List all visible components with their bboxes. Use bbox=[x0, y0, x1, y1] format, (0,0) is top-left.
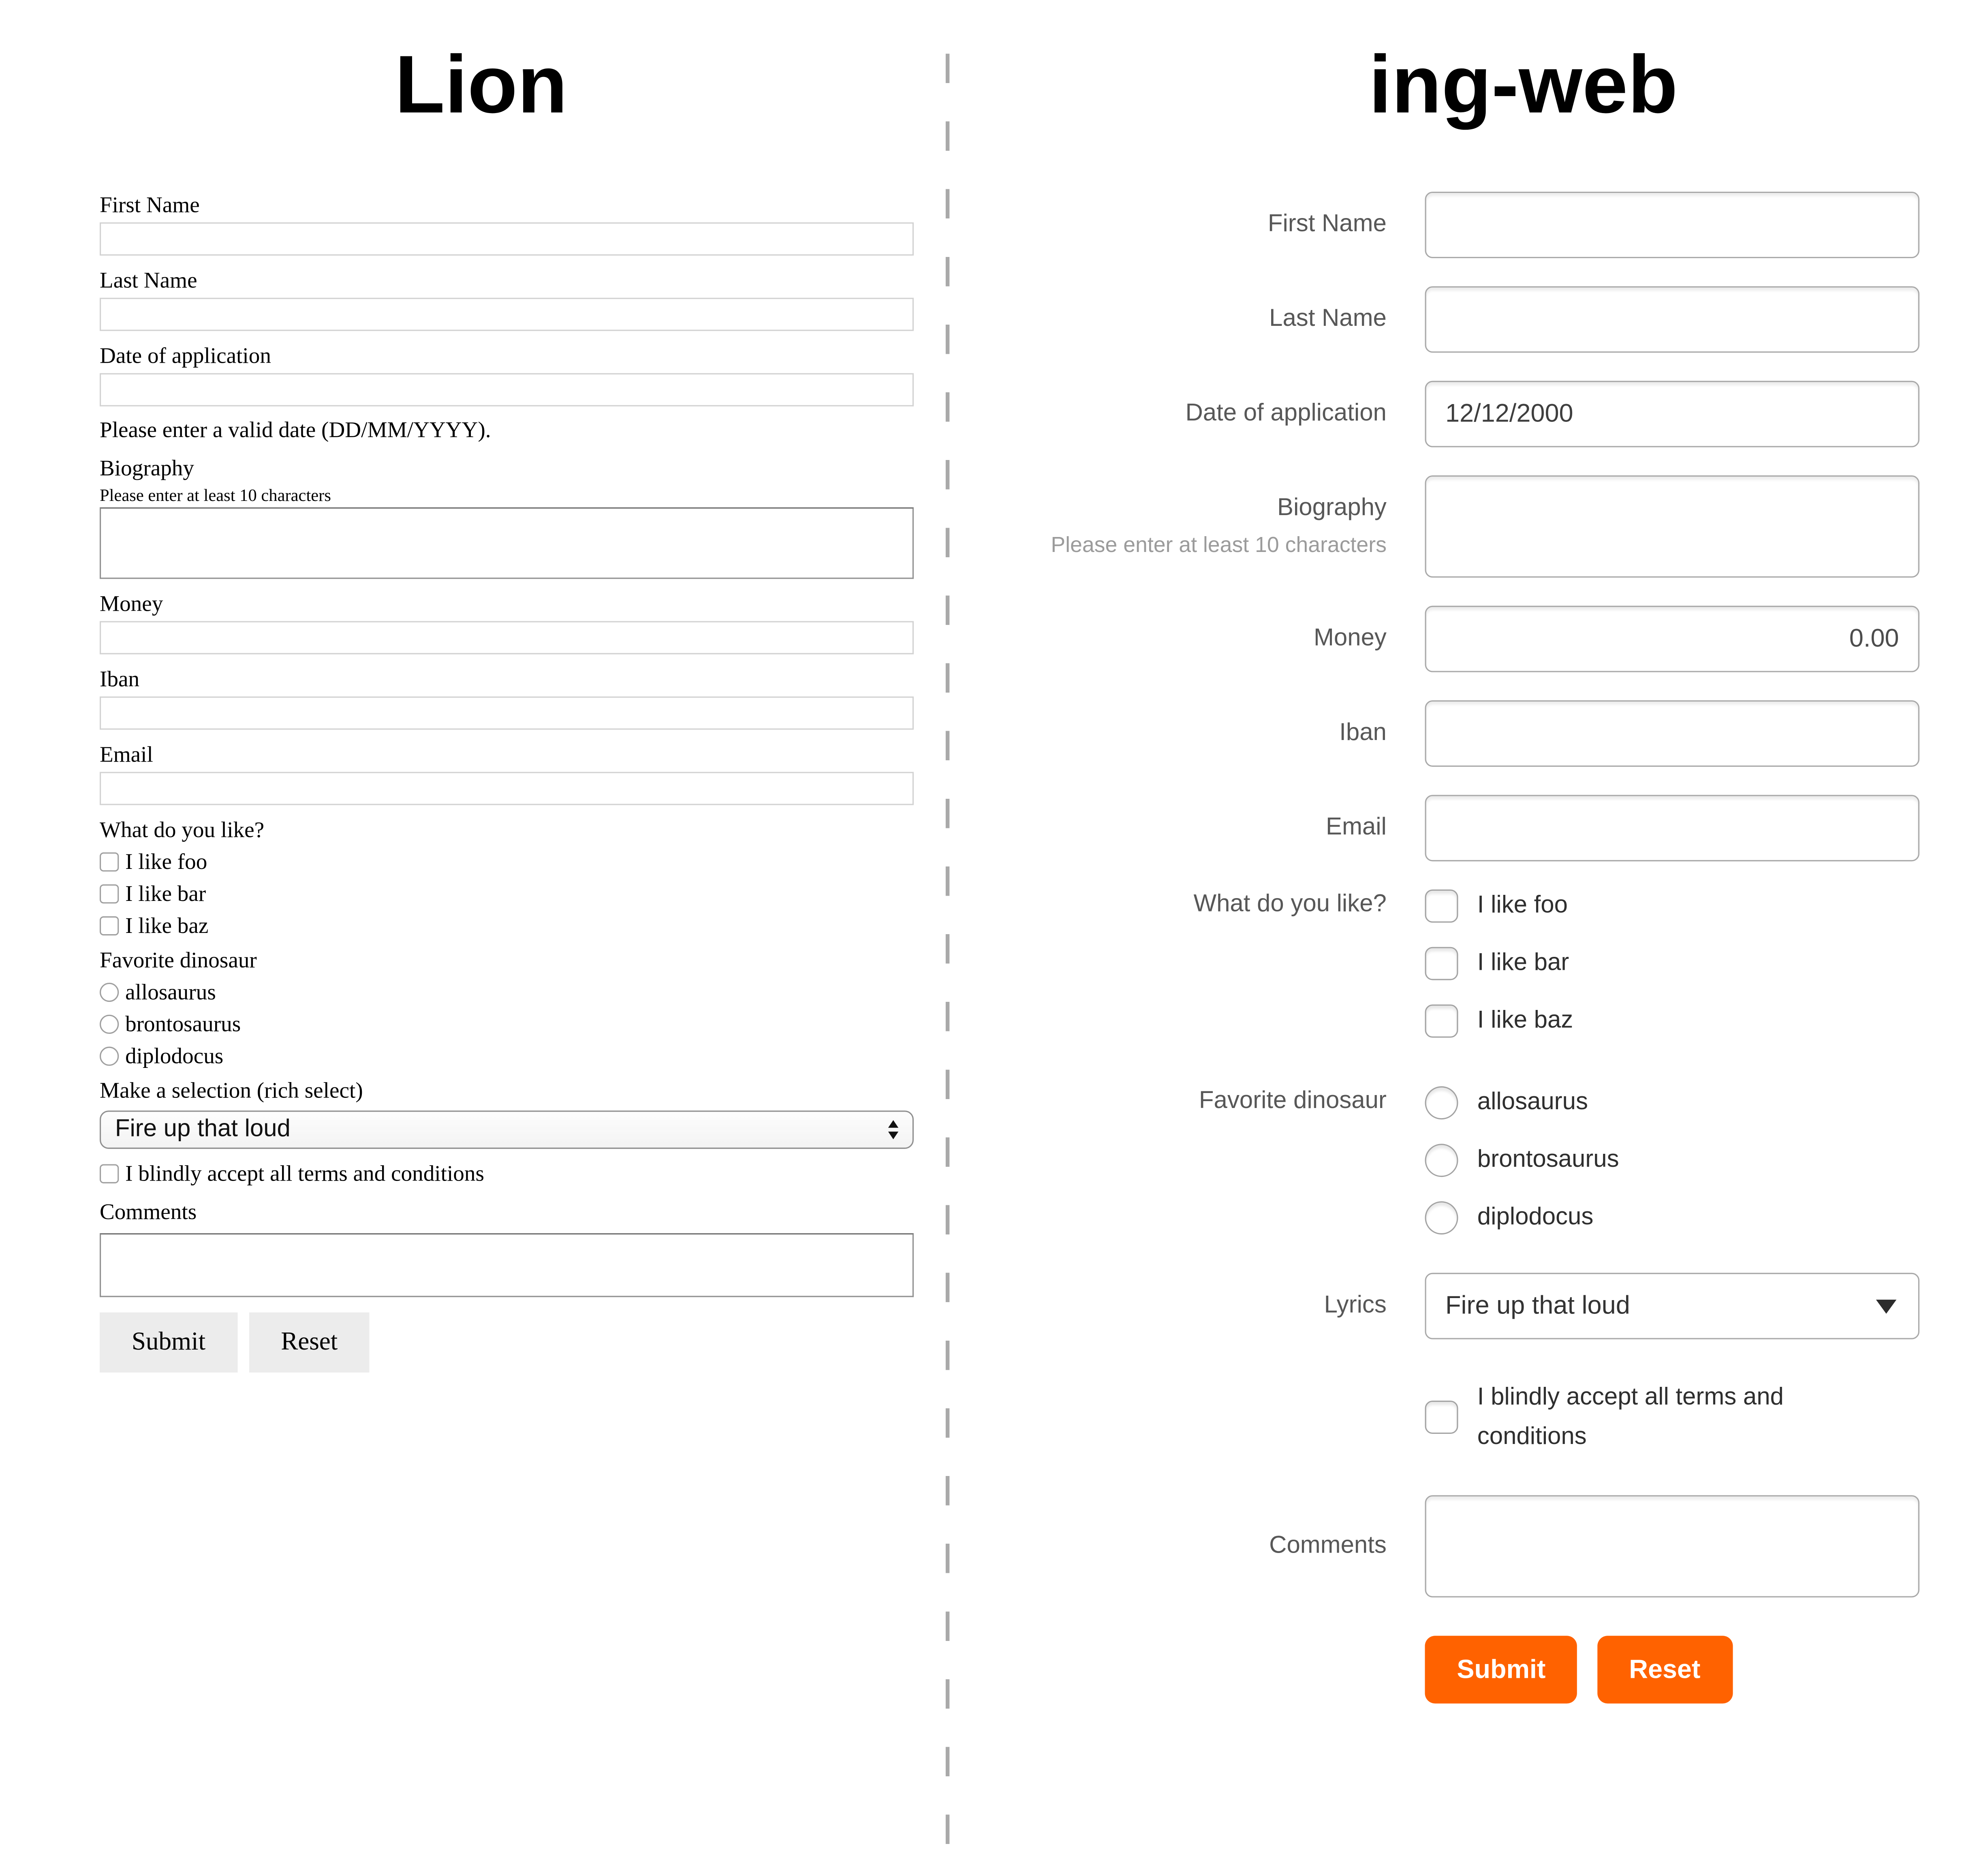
biography-helper-text: Please enter at least 10 characters bbox=[1051, 533, 1387, 557]
submit-button[interactable]: Submit bbox=[1425, 1636, 1577, 1703]
dropdown-arrow-icon bbox=[1876, 1300, 1896, 1314]
terms-label: I blindly accept all terms and conditions bbox=[1477, 1384, 1784, 1450]
button-row bbox=[962, 1636, 1934, 1703]
terms-label: I blindly accept all terms and conditions bbox=[125, 1160, 484, 1186]
form-row bbox=[962, 192, 1934, 258]
panel-divider bbox=[946, 53, 949, 1845]
form-row bbox=[962, 1495, 1934, 1597]
button-row bbox=[100, 1312, 914, 1372]
email-label: Email bbox=[1326, 814, 1387, 841]
brontosaurus-label: brontosaurus bbox=[1477, 1146, 1619, 1173]
email-label: Email bbox=[99, 741, 153, 767]
like-bar-checkbox[interactable] bbox=[1425, 947, 1458, 980]
allosaurus-label: allosaurus bbox=[1477, 1089, 1588, 1116]
comments-label: Comments bbox=[1269, 1532, 1387, 1559]
allosaurus-radio[interactable] bbox=[100, 983, 119, 1002]
like-baz-label: I like baz bbox=[1477, 1007, 1573, 1034]
like-baz-checkbox[interactable] bbox=[1425, 1004, 1458, 1037]
like-foo-label: I like foo bbox=[1477, 892, 1568, 919]
last-name-input[interactable] bbox=[1425, 286, 1919, 353]
biography-textarea[interactable] bbox=[100, 507, 914, 579]
terms-row bbox=[1425, 1378, 1919, 1457]
like-bar-label: I like bar bbox=[1477, 949, 1569, 977]
form-row bbox=[962, 1273, 1934, 1339]
money-label: Money bbox=[99, 590, 163, 616]
checkbox-row bbox=[100, 912, 914, 939]
form-row bbox=[962, 286, 1934, 353]
radio-row bbox=[1425, 1201, 1919, 1234]
first-name-label: First Name bbox=[1267, 211, 1387, 238]
lion-panel-title: Lion bbox=[395, 38, 568, 130]
iban-label: Iban bbox=[1339, 719, 1387, 747]
iban-input[interactable] bbox=[1425, 700, 1919, 767]
ing-web-form bbox=[962, 192, 1934, 1732]
submit-button[interactable]: Submit bbox=[100, 1312, 237, 1372]
brontosaurus-label: brontosaurus bbox=[125, 1011, 241, 1037]
terms-row bbox=[100, 1160, 914, 1187]
lyrics-select-value: Fire up that loud bbox=[1445, 1291, 1630, 1320]
first-name-input[interactable] bbox=[100, 222, 914, 256]
comments-textarea[interactable] bbox=[100, 1233, 914, 1297]
reset-button[interactable]: Reset bbox=[249, 1312, 370, 1372]
rich-select-value: Fire up that loud bbox=[115, 1115, 291, 1143]
allosaurus-label: allosaurus bbox=[125, 979, 216, 1005]
form-row bbox=[962, 475, 1934, 578]
rich-select-label: Make a selection (rich select) bbox=[99, 1077, 363, 1103]
biography-textarea[interactable] bbox=[1425, 475, 1919, 578]
date-of-application-input[interactable] bbox=[1425, 381, 1919, 447]
last-name-label: Last Name bbox=[1269, 305, 1387, 332]
last-name-label: Last Name bbox=[99, 267, 197, 293]
likes-checkbox-group bbox=[1425, 890, 1919, 1038]
like-foo-label: I like foo bbox=[125, 848, 207, 874]
money-input[interactable] bbox=[100, 621, 914, 655]
likes-group-label: What do you like? bbox=[99, 816, 265, 843]
like-bar-checkbox[interactable] bbox=[100, 884, 119, 903]
like-baz-label: I like baz bbox=[125, 912, 209, 938]
select-stepper-icon bbox=[888, 1120, 898, 1139]
checkbox-row bbox=[100, 881, 914, 907]
dinosaur-group-label: Favorite dinosaur bbox=[99, 947, 257, 973]
lyrics-select[interactable] bbox=[1425, 1273, 1919, 1339]
rich-select[interactable] bbox=[100, 1110, 914, 1149]
terms-checkbox[interactable] bbox=[100, 1164, 119, 1183]
biography-label-block bbox=[962, 494, 1387, 558]
email-input[interactable] bbox=[1425, 795, 1919, 861]
date-helper-text: Please enter a valid date (DD/MM/YYYY). bbox=[99, 416, 491, 443]
form-row bbox=[962, 381, 1934, 447]
radio-row bbox=[1425, 1086, 1919, 1119]
likes-group-label: What do you like? bbox=[1193, 890, 1387, 918]
diplodocus-radio[interactable] bbox=[1425, 1201, 1458, 1234]
first-name-input[interactable] bbox=[1425, 192, 1919, 258]
allosaurus-radio[interactable] bbox=[1425, 1086, 1458, 1119]
iban-label: Iban bbox=[99, 665, 140, 691]
brontosaurus-radio[interactable] bbox=[1425, 1144, 1458, 1177]
terms-checkbox[interactable] bbox=[1425, 1401, 1458, 1434]
like-foo-checkbox[interactable] bbox=[100, 852, 119, 871]
form-row bbox=[962, 890, 1934, 1038]
form-row bbox=[962, 795, 1934, 861]
date-of-application-label: Date of application bbox=[1185, 400, 1387, 427]
iban-input[interactable] bbox=[100, 697, 914, 730]
like-bar-label: I like bar bbox=[125, 880, 206, 906]
brontosaurus-radio[interactable] bbox=[100, 1015, 119, 1034]
lion-form bbox=[100, 192, 914, 1373]
dinosaur-radio-group bbox=[1425, 1086, 1919, 1234]
date-of-application-label: Date of application bbox=[99, 342, 271, 368]
date-of-application-input[interactable] bbox=[100, 373, 914, 406]
form-row bbox=[962, 1086, 1934, 1234]
last-name-input[interactable] bbox=[100, 298, 914, 331]
checkbox-row bbox=[1425, 890, 1919, 923]
like-baz-checkbox[interactable] bbox=[100, 916, 119, 935]
money-label: Money bbox=[1314, 625, 1387, 652]
checkbox-row bbox=[100, 849, 914, 875]
like-foo-checkbox[interactable] bbox=[1425, 890, 1458, 923]
radio-row bbox=[100, 979, 914, 1005]
diplodocus-radio[interactable] bbox=[100, 1047, 119, 1066]
biography-helper-text: Please enter at least 10 characters bbox=[99, 486, 331, 505]
radio-row bbox=[1425, 1144, 1919, 1177]
comments-textarea[interactable] bbox=[1425, 1495, 1919, 1597]
reset-button[interactable]: Reset bbox=[1597, 1636, 1732, 1703]
radio-row bbox=[100, 1043, 914, 1070]
lyrics-label: Lyrics bbox=[1324, 1292, 1387, 1319]
radio-row bbox=[100, 1011, 914, 1037]
diplodocus-label: diplodocus bbox=[125, 1043, 224, 1069]
form-row bbox=[962, 700, 1934, 767]
biography-label: Biography bbox=[99, 455, 194, 481]
diplodocus-label: diplodocus bbox=[1477, 1204, 1594, 1231]
first-name-label: First Name bbox=[99, 191, 200, 218]
email-input[interactable] bbox=[100, 772, 914, 805]
biography-label: Biography bbox=[1277, 494, 1387, 522]
dinosaur-group-label: Favorite dinosaur bbox=[1199, 1087, 1387, 1114]
money-input[interactable] bbox=[1425, 606, 1919, 672]
checkbox-row bbox=[1425, 1004, 1919, 1037]
form-row bbox=[962, 606, 1934, 672]
checkbox-row bbox=[1425, 947, 1919, 980]
ing-web-panel-title: ing-web bbox=[1369, 38, 1678, 130]
form-row bbox=[962, 1378, 1934, 1457]
comments-label: Comments bbox=[99, 1198, 197, 1224]
